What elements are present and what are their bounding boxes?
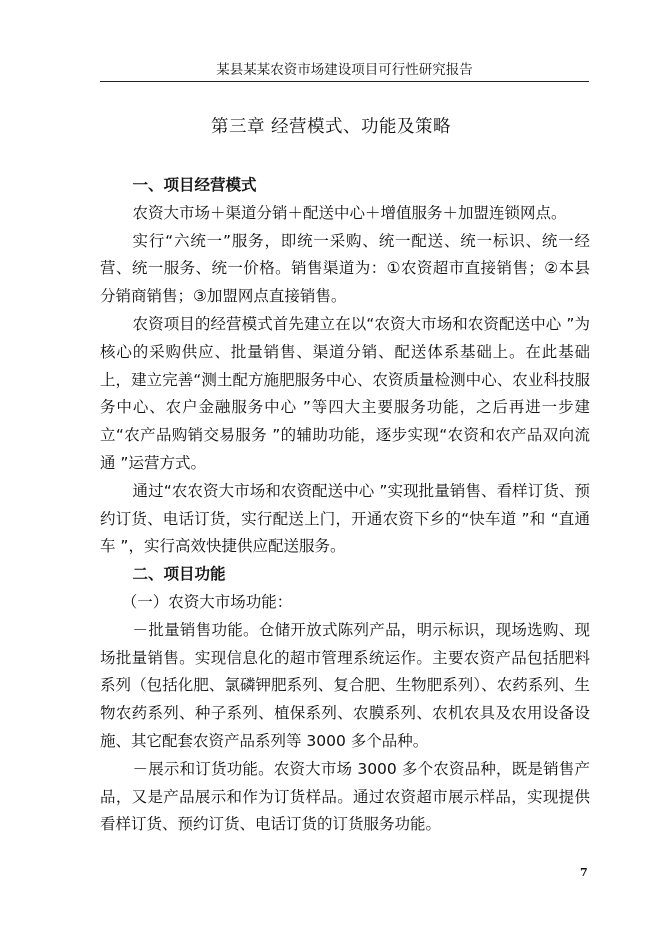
subsection-heading: （一）农资大市场功能： [121,592,293,611]
paragraph: 农资项目的经营模式首先建立在以“农资大市场和农资配送中心 ”为核心的采购供应、批量销售、渠道分销、配送体系基础上。在此基础上，建立完善“测土配方施肥服务中心、农资质量检测中心、农业科技服务中心、农户金融服务中心 ”等四大主要服务功能，之后再进一步建立“农产品购销交易服务 ”的辅助功能，逐步实现“农资和农产品双向流通 ”运营方式。 [100,314,590,472]
paragraph: －批量销售功能。仓储开放式陈列产品，明示标识，现场选购、现场批量销售。实现信息化的超市管理系统运作。主要农资产品包括肥料系列（包括化肥、氯磷钾肥系列、复合肥、生物肥系列）、农药系列、生物农药系列、种子系列、植保系列、农膜系列、农机农具及农用设备设施、其它配套农资产品系列等 3000 多个品种。 [100,620,590,750]
paragraph: 实行“六统一”服务，即统一采购、统一配送、统一标识、统一经营、统一服务、统一价格。销售渠道为：①农资超市直接销售；②本县分销商销售；③加盟网点直接销售。 [100,231,590,306]
section-heading-2: 二、项目功能 [132,565,226,584]
paragraph: －展示和订货功能。农资大市场 3000 多个农资品种，既是销售产品，又是产品展示和作为订货样品。通过农资超市展示样品，实现提供看样订货、预约订货、电话订货的订货服务功能。 [100,759,590,834]
running-header: 某县某某农资市场建设项目可行性研究报告 [216,62,473,78]
section-heading-1: 一、项目经营模式 [132,176,257,194]
chapter-title: 第三章 经营模式、功能及策略 [210,117,452,137]
paragraph: 通过“农农资大市场和农资配送中心 ”实现批量销售、看样订货、预约订货、电话订货，实行配送上门，开通农资下乡的“快车道 ”和 “直通车 ”，实行高效快捷供应配送服务。 [100,481,590,556]
paragraph: 农资大市场＋渠道分销＋配送中心＋增值服务＋加盟连锁网点。 [132,203,567,222]
body-text [100,172,590,839]
page-number: 7 [580,866,588,879]
header-divider [100,81,589,82]
